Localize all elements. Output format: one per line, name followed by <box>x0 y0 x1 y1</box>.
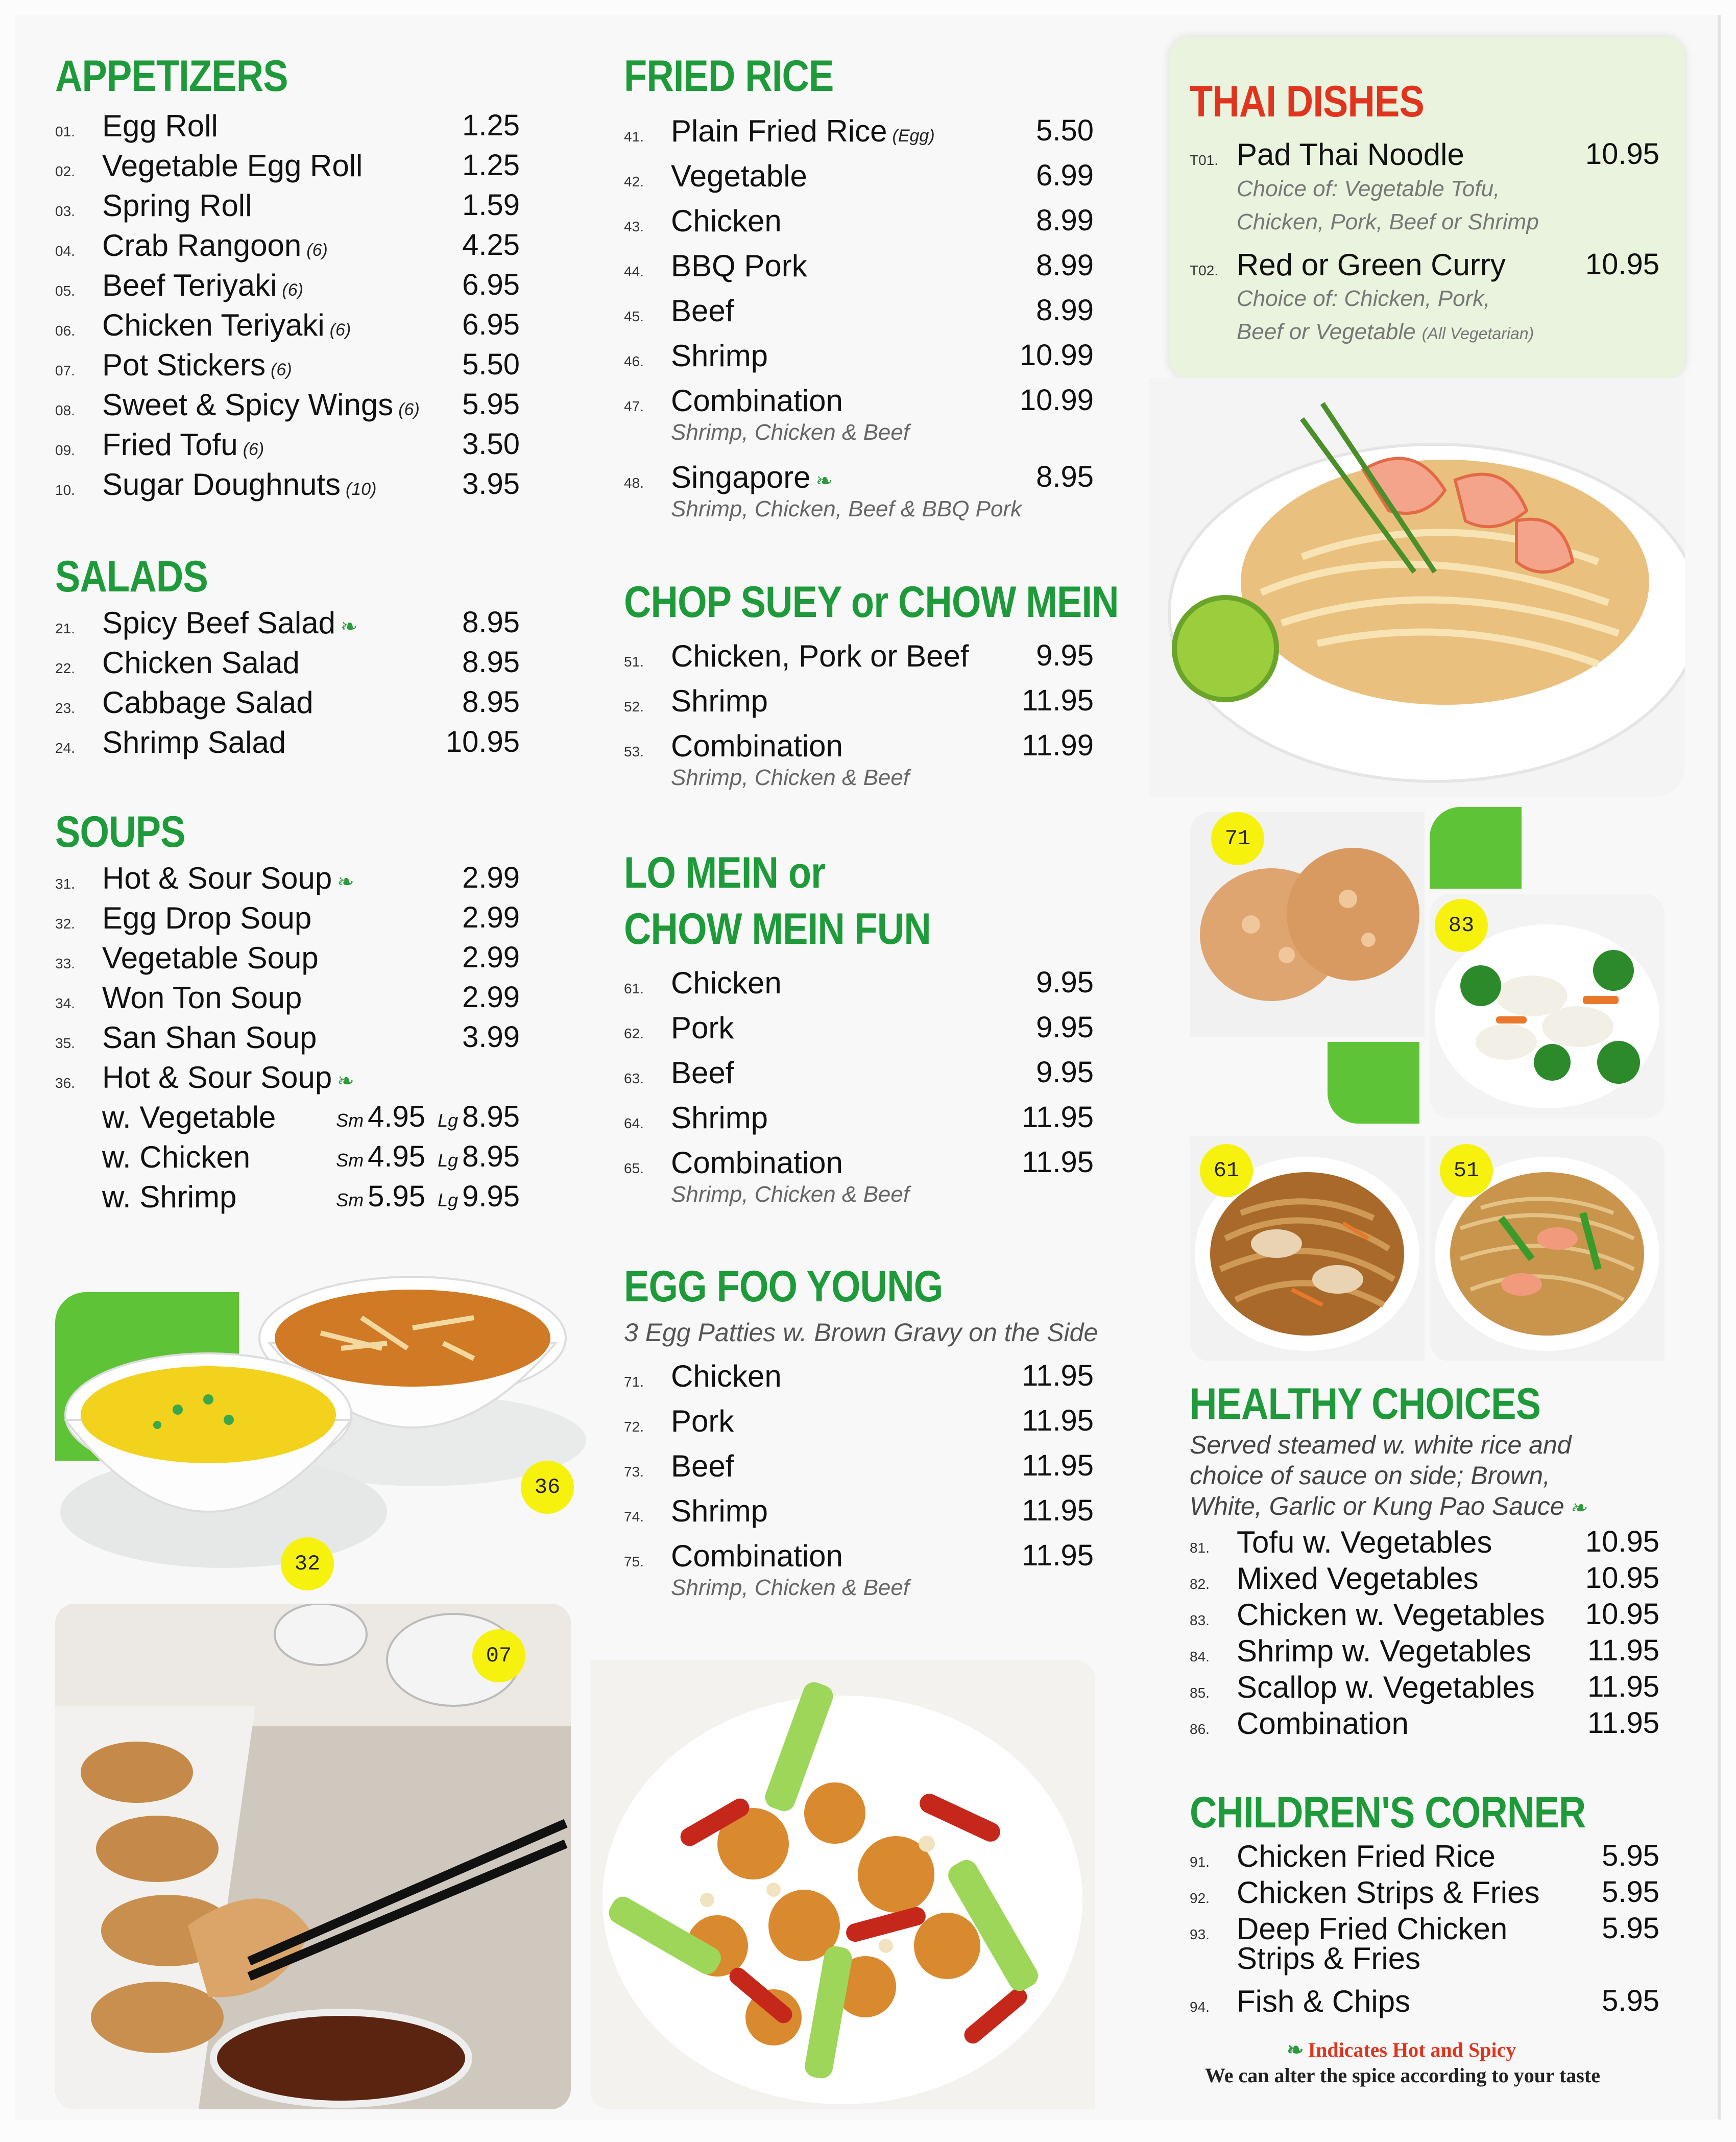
menu-item <box>624 248 1094 288</box>
menu-item <box>624 293 1094 333</box>
item-number: 48. <box>624 475 644 491</box>
item-price: 3.50 <box>462 427 520 461</box>
item-name: Beef <box>671 294 734 328</box>
item-name: Chicken Teriyaki <box>102 308 325 342</box>
item-number: 74. <box>624 1509 644 1525</box>
hot-spicy-icon: ❧ <box>337 871 354 893</box>
thai-item-t01 <box>1190 137 1659 177</box>
hot-spicy-icon: ❧ <box>1569 1497 1587 1519</box>
item-name: Chicken <box>671 1359 782 1393</box>
item-number: 21. <box>55 621 75 636</box>
item-name: Mixed Vegetables <box>1237 1561 1479 1596</box>
item-number: 42. <box>624 174 644 189</box>
item-name: Chicken Strips & Fries <box>1237 1875 1540 1910</box>
item-price: 5.50 <box>1036 114 1094 147</box>
item-name: Deep Fried Chicken <box>1237 1912 1508 1946</box>
menu-item <box>624 113 1094 153</box>
item-number: 83. <box>1190 1612 1210 1628</box>
egg-foo-young-title: EGG FOO YOUNG <box>624 1262 943 1311</box>
item-price: 2.99 <box>462 981 520 1014</box>
item-quantity: (Egg) <box>892 126 935 146</box>
item-price: 11.95 <box>1022 1494 1094 1527</box>
item-number: 36. <box>55 1075 75 1091</box>
item-price: 11.95 <box>1022 1449 1094 1482</box>
item-price: 2.99 <box>462 861 520 894</box>
item-name: Sweet & Spicy Wings <box>102 388 394 422</box>
item-quantity: (6) <box>282 280 303 300</box>
item-name: Tofu w. Vegetables <box>1237 1525 1492 1559</box>
item-price: 11.95 <box>1022 1146 1094 1179</box>
item-name: Hot & Sour Soup <box>102 1060 332 1094</box>
item-price: 9.95 <box>1036 966 1094 999</box>
small-label: Sm <box>336 1189 364 1210</box>
item-number: 24. <box>55 740 75 756</box>
item-number: 09. <box>55 442 75 458</box>
appetizers-title: APPETIZERS <box>55 52 288 101</box>
item-price: 8.95 <box>462 685 520 719</box>
item-number: 53. <box>624 744 644 759</box>
item-number: 45. <box>624 308 644 324</box>
item-name: Combination <box>671 384 843 418</box>
item-quantity: (6) <box>329 320 351 340</box>
menu-item <box>1190 1875 1659 1915</box>
spice-note: We can alter the spice according to your taste <box>1205 2064 1600 2087</box>
menu-item <box>55 1020 520 1060</box>
item-quantity: (6) <box>271 360 292 379</box>
item-name: Combination <box>1237 1706 1409 1741</box>
item-name: Pad Thai Noodle <box>1237 137 1464 172</box>
item-number: 71. <box>624 1374 644 1390</box>
small-label: Sm <box>336 1110 364 1131</box>
item-number: 81. <box>1190 1540 1210 1556</box>
menu-item <box>55 427 520 467</box>
healthy-subtitle-2: choice of sauce on side; Brown, <box>1190 1461 1550 1490</box>
item-price: 10.95 <box>1585 137 1659 171</box>
item-name: w. Chicken <box>102 1140 251 1174</box>
thai-item-t02 <box>1190 247 1659 287</box>
item-price: 11.99 <box>1022 729 1094 762</box>
item-quantity: (10) <box>346 480 377 499</box>
dish-badge-51: 51 <box>1440 1144 1493 1197</box>
item-name: Beef <box>671 1056 734 1090</box>
item-name: Vegetable <box>671 159 807 193</box>
small-price: 4.95 <box>368 1100 426 1133</box>
small-price: 5.95 <box>368 1180 426 1213</box>
item-number: 43. <box>624 219 644 234</box>
item-number: 94. <box>1190 1999 1210 2015</box>
item-number: 52. <box>624 699 644 715</box>
menu-item <box>55 861 520 900</box>
menu-item <box>624 158 1094 198</box>
item-number: 63. <box>624 1070 644 1086</box>
item-name: w. Vegetable <box>102 1100 276 1134</box>
item-number: 72. <box>624 1419 644 1435</box>
menu-item <box>624 638 1094 678</box>
large-price: 8.95 <box>462 1100 520 1133</box>
small-price: 4.95 <box>368 1140 426 1173</box>
large-label: Lg <box>438 1189 459 1210</box>
dish-badge-61: 61 <box>1200 1144 1253 1197</box>
menu-item <box>55 980 520 1020</box>
item-price: 6.95 <box>462 308 520 341</box>
menu-item <box>55 347 520 387</box>
item-price: 10.99 <box>1019 339 1094 372</box>
menu-item <box>1190 1633 1659 1673</box>
menu-item <box>624 1538 1094 1600</box>
item-name: Won Ton Soup <box>102 981 302 1015</box>
menu-item <box>1190 1706 1659 1746</box>
item-description: Shrimp, Chicken & Beef <box>671 420 910 445</box>
item-description: Shrimp, Chicken & Beef <box>671 1575 910 1600</box>
menu-item <box>624 203 1094 243</box>
egg-foo-young-subtitle: 3 Egg Patties w. Brown Gravy on the Side <box>624 1318 1098 1347</box>
item-price: 5.95 <box>1602 1984 1659 2017</box>
item-number: 61. <box>624 981 644 996</box>
item-description: Shrimp, Chicken, Beef & BBQ Pork <box>671 496 1022 521</box>
item-number: 03. <box>55 203 75 219</box>
item-price: 11.95 <box>1022 684 1094 717</box>
item-name: Red or Green Curry <box>1237 248 1506 282</box>
item-number: 51. <box>624 654 644 670</box>
item-price: 10.99 <box>1019 384 1094 417</box>
item-price: 8.99 <box>1036 204 1094 237</box>
item-name: Spring Roll <box>102 188 252 223</box>
item-number: 34. <box>55 995 75 1011</box>
item-number: 02. <box>55 163 75 179</box>
hot-spicy-icon: ❧ <box>815 470 833 492</box>
dish-badge-07: 07 <box>472 1629 525 1682</box>
item-name: Chicken w. Vegetables <box>1237 1598 1545 1632</box>
hot-spicy-legend-text: Indicates Hot and Spicy <box>1308 2038 1516 2061</box>
item-price: 3.95 <box>462 467 520 501</box>
thai-title: THAI DISHES <box>1190 77 1425 126</box>
menu-item <box>1190 1911 1659 1976</box>
item-name: Beef Teriyaki <box>102 268 277 302</box>
item-number: 23. <box>55 700 75 716</box>
menu-item <box>55 685 520 725</box>
item-number: 46. <box>624 353 644 369</box>
large-label: Lg <box>438 1150 459 1171</box>
menu-item <box>55 148 520 188</box>
dish-badge-71: 71 <box>1211 812 1264 865</box>
chop-suey-title: CHOP SUEY or CHOW MEIN <box>624 578 1119 627</box>
item-name: Combination <box>671 1146 843 1180</box>
thai-t01-desc1: Choice of: Vegetable Tofu, <box>1237 176 1500 201</box>
item-name: Cabbage Salad <box>102 685 314 720</box>
dish-badge-36: 36 <box>521 1461 574 1514</box>
soup-size-row <box>102 1100 520 1139</box>
item-price: 5.95 <box>462 388 520 421</box>
item-name: San Shan Soup <box>102 1020 317 1055</box>
item-price: 9.95 <box>1036 1011 1094 1044</box>
menu-item <box>624 1100 1094 1140</box>
item-price: 1.25 <box>462 149 520 182</box>
menu-item <box>1190 1984 1659 2024</box>
menu-item <box>624 1010 1094 1050</box>
item-name: Egg Roll <box>102 109 218 143</box>
item-name: Vegetable Egg Roll <box>102 149 363 183</box>
menu-item <box>55 307 520 347</box>
item-description: Shrimp, Chicken & Beef <box>671 765 910 790</box>
fried-rice-title: FRIED RICE <box>624 52 834 101</box>
item-price: 8.95 <box>462 646 520 679</box>
thai-t02-desc2 <box>1237 319 1534 345</box>
item-quantity: (6) <box>243 440 264 459</box>
healthy-subtitle-1: Served steamed w. white rice and <box>1190 1431 1572 1459</box>
item-name: Sugar Doughnuts <box>102 467 341 502</box>
pad-thai-photo <box>1149 378 1685 797</box>
item-price: 11.95 <box>1587 1706 1659 1740</box>
menu-item <box>55 645 520 685</box>
item-number: 82. <box>1190 1576 1210 1592</box>
dish-badge-32: 32 <box>281 1537 334 1590</box>
item-number: 41. <box>624 129 644 145</box>
menu-item <box>55 940 520 980</box>
menu-item <box>624 1359 1094 1398</box>
item-name: Spicy Beef Salad <box>102 606 335 640</box>
size-prices <box>336 1139 520 1174</box>
thai-t01-desc2: Chicken, Pork, Beef or Shrimp <box>1237 209 1539 234</box>
item-name: Scallop w. Vegetables <box>1237 1670 1535 1704</box>
menu-item <box>55 108 520 148</box>
item-price: 5.95 <box>1602 1875 1659 1909</box>
item-name: Pork <box>671 1404 734 1438</box>
item-number: 86. <box>1190 1721 1210 1737</box>
item-name: Singapore <box>671 460 811 494</box>
green-leaf-decoration <box>1430 807 1522 889</box>
menu-item <box>624 965 1094 1005</box>
menu-item <box>624 1448 1094 1488</box>
menu-item <box>55 188 520 228</box>
menu-item <box>55 268 520 307</box>
item-name: Combination <box>671 1539 843 1573</box>
item-name: Chicken <box>671 966 782 1000</box>
hot-spicy-icon: ❧ <box>1287 2038 1304 2061</box>
healthy-subtitle-3 <box>1190 1491 1586 1521</box>
item-price: 11.95 <box>1587 1634 1659 1667</box>
soups-title: SOUPS <box>55 807 185 856</box>
thai-t02-desc2-note: (All Vegetarian) <box>1421 324 1534 343</box>
item-number: T01. <box>1190 152 1219 168</box>
item-number: 35. <box>55 1035 75 1051</box>
item-price: 2.99 <box>462 901 520 934</box>
item-name: Plain Fried Rice <box>671 114 887 148</box>
item-price: 8.99 <box>1036 294 1094 327</box>
menu-item <box>55 387 520 427</box>
menu-item <box>624 383 1094 445</box>
item-number: T02. <box>1190 263 1219 278</box>
item-price: 10.95 <box>445 725 520 758</box>
menu-item <box>624 460 1094 521</box>
menu-item <box>1190 1839 1659 1878</box>
item-number: 10. <box>55 482 75 498</box>
item-name: Crab Rangoon <box>102 228 302 263</box>
item-number: 92. <box>1190 1890 1210 1906</box>
large-price: 9.95 <box>462 1180 520 1213</box>
menu-item <box>624 1493 1094 1533</box>
soup-photo <box>55 1246 586 1573</box>
item-price: 11.95 <box>1022 1359 1094 1392</box>
item-price: 5.95 <box>1602 1839 1659 1872</box>
healthy-title: HEALTHY CHOICES <box>1190 1379 1541 1429</box>
item-price: 5.95 <box>1602 1912 1659 1945</box>
item-price: 11.95 <box>1022 1539 1094 1572</box>
item-number: 75. <box>624 1554 644 1569</box>
item-number: 01. <box>55 124 75 139</box>
item-number: 91. <box>1190 1854 1210 1870</box>
hot-spicy-legend <box>1287 2038 1516 2062</box>
item-name: Combination <box>671 729 843 763</box>
item-price: 9.95 <box>1036 639 1094 672</box>
large-price: 8.95 <box>462 1140 520 1173</box>
item-description: Shrimp, Chicken & Beef <box>671 1182 910 1207</box>
thai-t02-desc1: Choice of: Chicken, Pork, <box>1237 286 1490 311</box>
menu-item <box>55 725 520 765</box>
item-name: Fried Tofu <box>102 427 238 462</box>
thai-t02-desc2-text: Beef or Vegetable <box>1237 319 1416 344</box>
lo-mein-title-line1: LO MEIN or <box>624 848 826 897</box>
item-price: 3.99 <box>462 1020 520 1054</box>
item-name: Vegetable Soup <box>102 941 319 975</box>
menu-item <box>1190 1561 1659 1601</box>
item-number: 04. <box>55 243 75 259</box>
item-name: Pot Stickers <box>102 348 266 382</box>
hot-spicy-icon: ❧ <box>340 615 358 638</box>
item-name-line2: Strips & Fries <box>1237 1941 1421 1976</box>
menu-item <box>624 1145 1094 1207</box>
size-prices <box>336 1179 520 1213</box>
menu-item <box>624 728 1094 790</box>
item-number: 85. <box>1190 1685 1210 1701</box>
item-price: 9.95 <box>1036 1056 1094 1089</box>
item-price: 8.95 <box>1036 460 1094 493</box>
item-name: Shrimp <box>671 1494 768 1528</box>
item-price: 8.95 <box>462 606 520 639</box>
item-name: Beef <box>671 1449 734 1483</box>
lo-mein-title-line2: CHOW MEIN FUN <box>624 905 931 954</box>
item-name: Chicken, Pork or Beef <box>671 639 969 673</box>
item-number: 07. <box>55 363 75 378</box>
item-name: w. Shrimp <box>102 1180 237 1214</box>
item-number: 65. <box>624 1160 644 1176</box>
item-number: 73. <box>624 1464 644 1480</box>
item-name: Hot & Sour Soup <box>102 861 332 895</box>
item-quantity: (6) <box>306 241 328 260</box>
item-price: 2.99 <box>462 941 520 974</box>
large-label: Lg <box>438 1110 459 1131</box>
menu-item <box>1190 1525 1659 1564</box>
item-number: 64. <box>624 1115 644 1131</box>
item-number: 93. <box>1190 1926 1210 1942</box>
menu-item <box>55 228 520 268</box>
item-number: 84. <box>1190 1649 1210 1664</box>
item-name: Fish & Chips <box>1237 1984 1411 2018</box>
menu-item <box>55 900 520 940</box>
item-number: 47. <box>624 398 644 414</box>
soup-size-row <box>102 1139 520 1179</box>
item-name: Pork <box>671 1011 734 1045</box>
item-name: Shrimp <box>671 684 768 718</box>
item-price: 5.50 <box>462 348 520 381</box>
item-name: Chicken Fried Rice <box>1237 1839 1496 1873</box>
menu-item <box>624 1403 1094 1443</box>
item-price: 1.25 <box>462 109 520 142</box>
dish-badge-83: 83 <box>1435 899 1488 952</box>
item-number: 33. <box>55 956 75 971</box>
menu-item <box>55 1060 520 1100</box>
item-price: 10.95 <box>1585 1598 1659 1631</box>
item-price: 1.59 <box>462 188 520 222</box>
children-title: CHILDREN'S CORNER <box>1190 1788 1586 1837</box>
item-number: 31. <box>55 876 75 892</box>
item-name: Chicken <box>671 204 782 238</box>
item-price: 10.95 <box>1585 248 1659 281</box>
item-name: Shrimp <box>671 339 768 373</box>
menu-item <box>55 467 520 507</box>
healthy-subtitle-3-text: White, Garlic or Kung Pao Sauce <box>1190 1492 1564 1520</box>
item-price: 4.25 <box>462 228 520 261</box>
soup-size-row <box>102 1179 520 1219</box>
item-name: Shrimp Salad <box>102 725 286 759</box>
item-name: Chicken Salad <box>102 646 300 680</box>
hot-spicy-icon: ❧ <box>337 1070 354 1092</box>
item-price: 11.95 <box>1022 1101 1094 1134</box>
item-number: 32. <box>55 916 75 932</box>
item-name: Egg Drop Soup <box>102 901 312 935</box>
item-number: 06. <box>55 323 75 339</box>
item-quantity: (6) <box>398 400 420 419</box>
item-number: 44. <box>624 264 644 279</box>
salads-title: SALADS <box>55 552 208 601</box>
item-price: 6.95 <box>462 268 520 301</box>
menu-item <box>624 1055 1094 1095</box>
item-price: 6.99 <box>1036 159 1094 192</box>
menu-item <box>1190 1597 1659 1637</box>
menu-item <box>1190 1670 1659 1709</box>
item-name: BBQ Pork <box>671 249 807 283</box>
menu-item <box>55 605 520 645</box>
item-price: 11.95 <box>1587 1670 1659 1703</box>
menu-item <box>624 338 1094 378</box>
kung-pao-photo <box>590 1660 1095 2109</box>
item-number: 08. <box>55 402 75 418</box>
item-price: 10.95 <box>1585 1561 1659 1594</box>
item-name: Shrimp <box>671 1101 768 1135</box>
size-prices <box>336 1100 520 1134</box>
item-number: 22. <box>55 660 75 676</box>
small-label: Sm <box>336 1150 364 1171</box>
item-number: 62. <box>624 1026 644 1041</box>
item-price: 8.99 <box>1036 249 1094 282</box>
item-price: 11.95 <box>1022 1404 1094 1437</box>
item-number: 05. <box>55 283 75 299</box>
green-leaf-decoration <box>1328 1042 1419 1124</box>
item-price: 10.95 <box>1585 1525 1659 1558</box>
menu-item <box>624 683 1094 723</box>
item-name: Shrimp w. Vegetables <box>1237 1634 1532 1668</box>
